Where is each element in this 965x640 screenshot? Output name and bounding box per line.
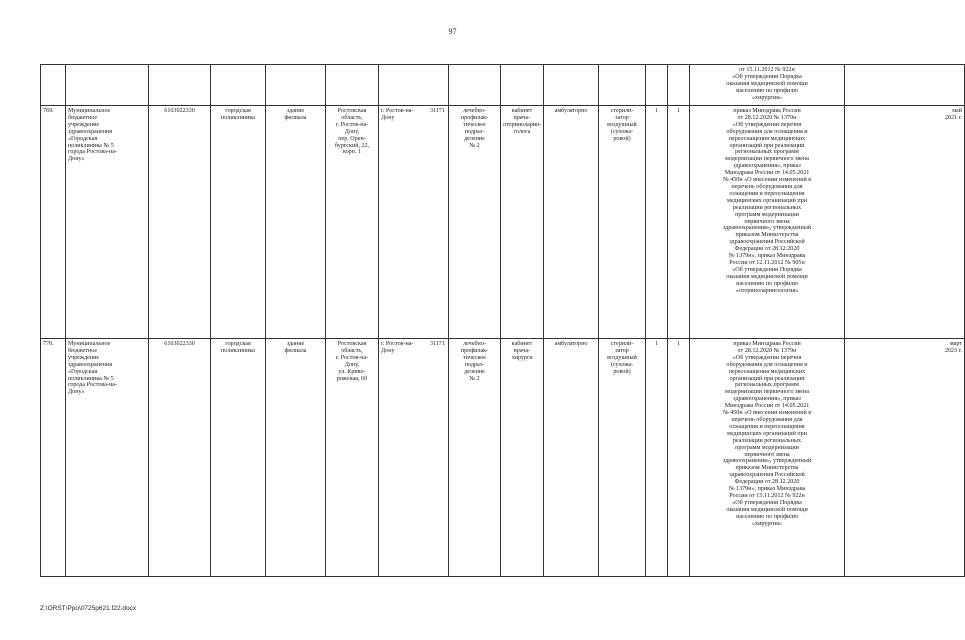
city-code-cell: г. Ростов-на- Дону 31171 [379, 339, 449, 577]
quantity-cell: 1 [646, 339, 668, 577]
quantity-cell: 1 [668, 106, 690, 339]
building-cell: здание филиала [266, 339, 326, 577]
department-cell: лечебно- профилак- тическое подраз- деление № 2 [449, 339, 501, 577]
organization-cell: Муниципальное бюджетное учреждение здравоохранения «Городская поликлиника № 5 города Ростова-на- Дону» [66, 339, 149, 577]
table-row [41, 339, 965, 577]
date-cell: май 2021 г. [845, 106, 965, 339]
basis-cell: от 15.11.2012 № 922н «Об утверждении Порядка оказания медицинской помощи населению по профилю «хирургия» [690, 65, 845, 106]
equipment-table [40, 64, 965, 577]
basis-cell: приказ Минздрава России от 28.12.2020 № 1379н «Об утверждении перечня оборудования для оснащения и переоснащения медицинских организаций при реализации региональных программ модернизации первичного звена здравоохранения», приказ Минздрава России от 14.05.2021 № 450н «О внесении изменений в перечень оборудования для оснащения и переоснащения медицинских организаций при реализации региональных программ модернизации первичного звена здравоохранения», утвержденный приказом Министерства здравоохранения Российской Федерации от 28.12.2020 № 1379н», приказ Минздрава России от 12.11.2012 № 905н «Об утверждении Порядка оказания медицинской помощи населению по профилю «оториноларингология» [690, 106, 845, 339]
inn-cell: 6163022330 [149, 339, 211, 577]
row-number: 769. [41, 106, 66, 339]
care-mode-cell: амбулаторно [544, 339, 599, 577]
facility-type-cell: городская поликлиника [211, 106, 266, 339]
basis-cell: приказ Минздрава России от 28.12.2020 № 1379н «Об утверждении перечня оборудования для оснащения и переоснащения медицинских организаций при реализации региональных программ модернизации первичного звена здравоохранения», приказ Минздрава России от 14.05.2021 № 450н «О внесении изменений в перечень оборудования для оснащения и переоснащения медицинских организаций при реализации региональных программ модернизации первичного звена здравоохранения», утвержденный приказом Министерства здравоохранения Российской Федерации от 28.12.2020 № 1379н», приказ Минздрава России от 15.11.2012 № 922н «Об утверждении Порядка оказания медицинской помощи населению по профилю «хирургия» [690, 339, 845, 577]
page-number: 97 [448, 27, 457, 36]
territory-code: 31171 [429, 108, 445, 114]
room-cell: кабинет врача- хирурга [501, 339, 544, 577]
equipment-cell: стерили- затор воздушный (сухожа- ровой) [599, 106, 646, 339]
care-mode-cell: амбулаторно [544, 106, 599, 339]
quantity-cell: 1 [668, 339, 690, 577]
table-row [41, 106, 965, 339]
table-row-continuation [41, 65, 965, 106]
address-cell: Ростовская область, г. Ростов-на- Дону, ул. Криво- рожская, 60 [326, 339, 379, 577]
inn-cell: 6163022330 [149, 106, 211, 339]
equipment-cell: стерили- затор воздушный (сухожа- ровой) [599, 339, 646, 577]
file-path-footer: Z:\ORST\Ppo\0725p621.f22.docx [40, 605, 137, 612]
row-number: 770. [41, 339, 66, 577]
territory-code: 31171 [429, 341, 445, 347]
city-code-cell: г. Ростов-на- Дону 31171 [379, 106, 449, 339]
building-cell: здание филиала [266, 106, 326, 339]
quantity-cell: 1 [646, 106, 668, 339]
organization-cell: Муниципальное бюджетное учреждение здравоохранения «Городская поликлиника № 5 города Ростова-на- Дону» [66, 106, 149, 339]
date-cell: март 2023 г. [845, 339, 965, 577]
address-cell: Ростовская область, г. Ростов-на- Дону, пер. Орен- бургский, 22, корп. 1 [326, 106, 379, 339]
room-cell: кабинет врача- оториноларин- голога [501, 106, 544, 339]
department-cell: лечебно- профилак- тическое подраз- деление № 2 [449, 106, 501, 339]
facility-type-cell: городская поликлиника [211, 339, 266, 577]
